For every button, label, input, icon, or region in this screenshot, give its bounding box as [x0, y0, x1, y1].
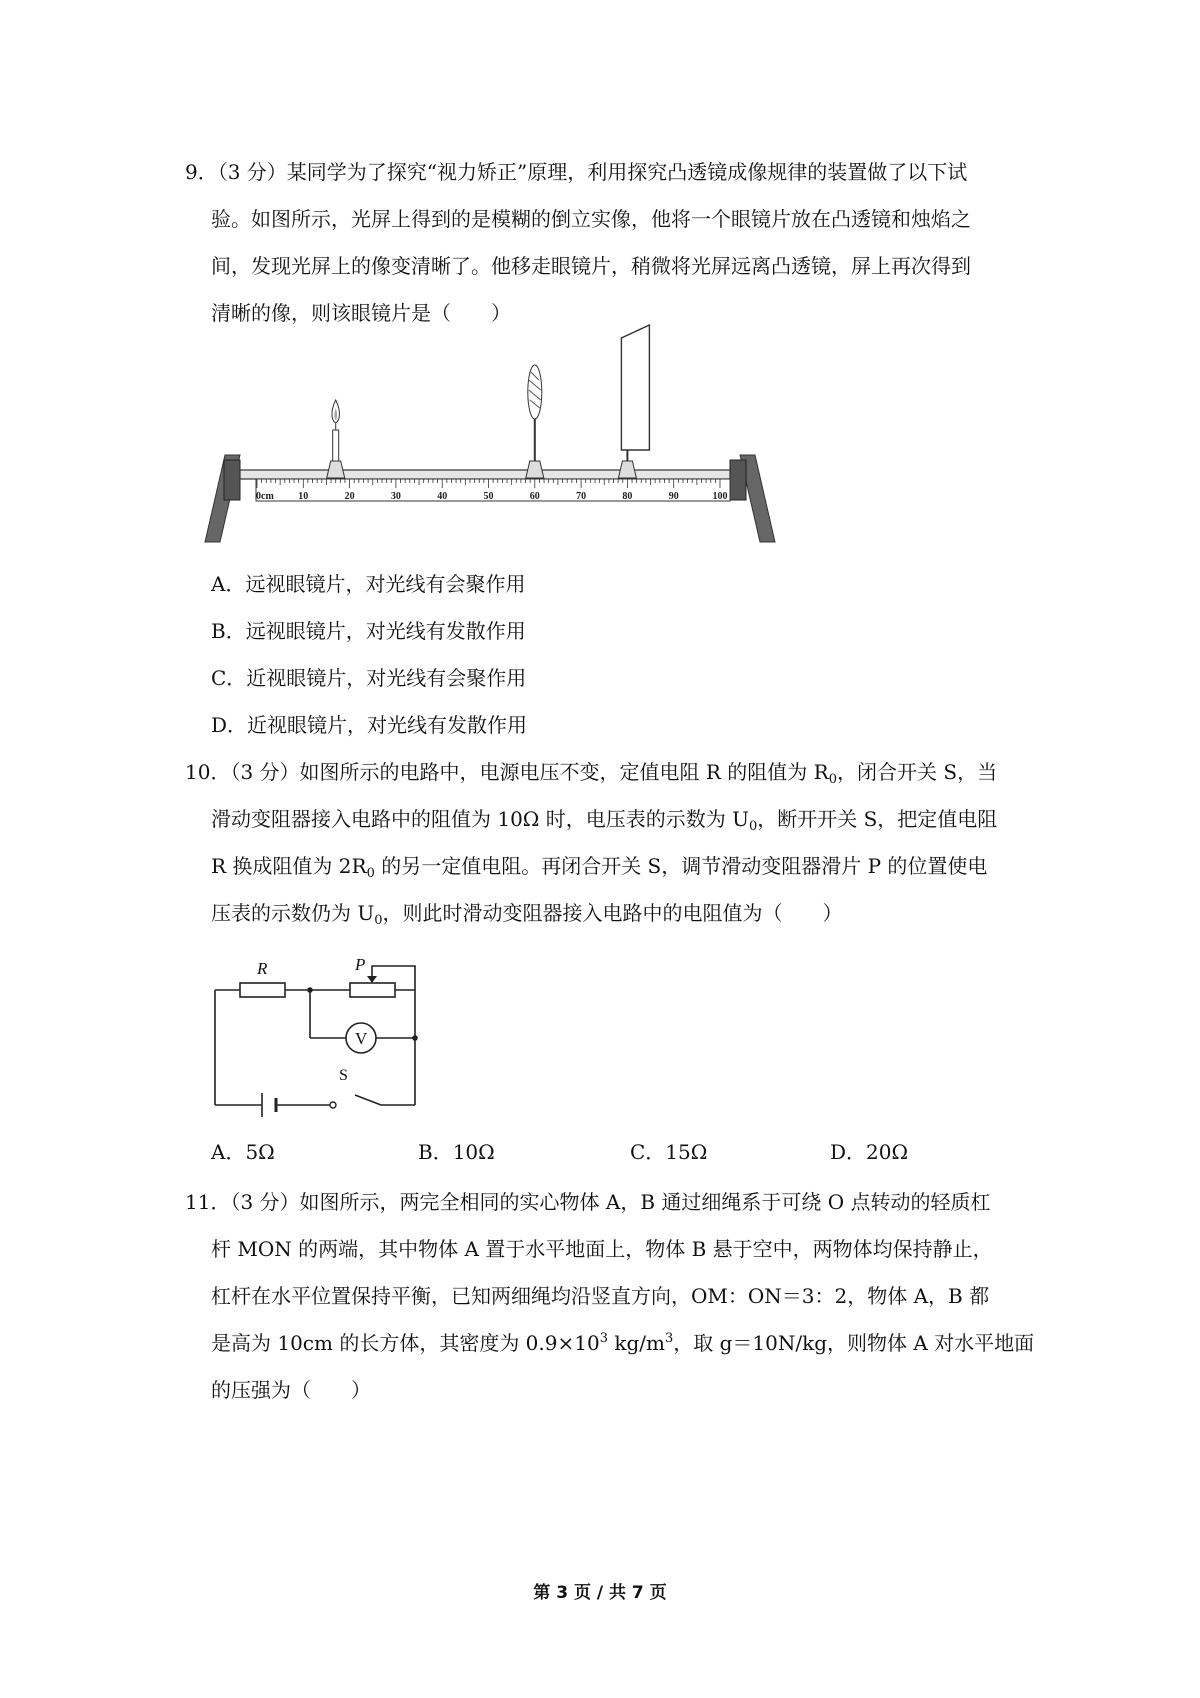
candle: [327, 400, 345, 478]
light-screen: [618, 325, 649, 478]
circuit-diagram: [205, 950, 425, 1120]
q10-option-d: D．20Ω: [830, 1140, 909, 1164]
q9-line-3: 间，发现光屏上的像变清晰了。他移走眼镜片，稍微将光屏远离凸透镜，屏上再次得到: [211, 254, 971, 278]
optical-bench-figure: [210, 350, 770, 550]
label-p: P: [355, 955, 366, 974]
ruler-tick-label: 90: [668, 491, 679, 502]
bench-rail: [240, 470, 730, 479]
label-r: R: [257, 959, 268, 978]
switch-s: [330, 1102, 336, 1108]
q10-line-3-text: R 换成阻值为 2R: [211, 854, 367, 878]
q11-line-5: 的压强为（ ）: [211, 1378, 371, 1402]
q10-sub: 0: [828, 772, 838, 787]
q10-option-c: C．15Ω: [630, 1140, 708, 1164]
q10-line-3-text-b: 的另一定值电阻。再闭合开关 S，调节滑动变阻器滑片 P 的位置使电: [374, 854, 988, 878]
q9-option-b: B．远视眼镜片，对光线有发散作用: [211, 619, 526, 643]
ruler-tick-label: 50: [483, 491, 494, 502]
label-v: V: [355, 1029, 368, 1048]
convex-lens: [526, 365, 544, 478]
q9-option-d: D．近视眼镜片，对光线有发散作用: [211, 713, 528, 737]
q10-line-4-text-b: ，则此时滑动变阻器接入电路中的电阻值为（ ）: [382, 901, 843, 925]
label-s: S: [339, 1067, 348, 1084]
ruler-tick-label: 60: [529, 491, 540, 502]
q10-option-b: B．10Ω: [418, 1140, 495, 1164]
q11-line-4-text: 是高为 10cm 的长方体，其密度为 0.9×10: [211, 1331, 600, 1355]
q10-sub: 0: [366, 866, 375, 881]
q11-line-4-text-c: ，取 g＝10N/kg，则物体 A 对水平地面: [673, 1331, 1035, 1355]
q10-option-a: A．5Ω: [211, 1140, 275, 1164]
q10-line-3: [211, 854, 988, 881]
q10-line-1: [185, 760, 998, 787]
q11-line-4: [211, 1331, 1034, 1355]
q9-line-4: 清晰的像，则该眼镜片是（ ）: [211, 301, 511, 325]
ruler-tick-label: 100: [712, 491, 728, 502]
bench-left-end: [224, 460, 240, 500]
q11-line-4-text-b: kg/m: [607, 1331, 665, 1355]
q10-sub: 0: [374, 913, 383, 928]
q11-line-3: 杠杆在水平位置保持平衡，已知两细绳均沿竖直方向，OM：ON＝3：2，物体 A，B 都: [211, 1284, 990, 1308]
ruler-tick-label: 10: [298, 491, 309, 502]
q10-line-4: [211, 901, 843, 928]
resistor-r: [240, 983, 285, 997]
ruler-tick-label: 80: [622, 491, 633, 502]
q10-line-4-text: 压表的示数仍为 U: [211, 901, 375, 925]
q9-line-1: 9．（3 分）某同学为了探究“视力矫正”原理，利用探究凸透镜成像规律的装置做了以下试: [185, 160, 968, 184]
q10-sub: 0: [748, 819, 758, 834]
q10-line-2-text-b: ，断开开关 S，把定值电阻: [757, 807, 998, 831]
ruler-tick-label: 20: [344, 491, 355, 502]
bench-right-end: [730, 460, 746, 500]
ruler-tick-label: 0cm: [256, 491, 274, 502]
q10-line-2-text: 滑动变阻器接入电路中的阻值为 10Ω 时，电压表的示数为 U: [211, 807, 749, 831]
q10-line-1-text-b: ，闭合开关 S，当: [837, 760, 998, 784]
ruler-tick-label: 30: [390, 491, 401, 502]
q10-line-1-text: 10．（3 分）如图所示的电路中，电源电压不变，定值电阻 R 的阻值为 R: [185, 760, 829, 784]
ruler-tick-label: 40: [437, 491, 448, 502]
q11-sup: 3: [664, 1331, 674, 1346]
q11-line-2: 杆 MON 的两端，其中物体 A 置于水平地面上，物体 B 悬于空中，两物体均保持静止，: [211, 1237, 993, 1261]
q11-line-1: 11．（3 分）如图所示，两完全相同的实心物体 A，B 通过细绳系于可绕 O 点转动的轻质杠: [185, 1190, 991, 1214]
rheostat: [350, 983, 395, 997]
q10-line-2: [211, 807, 998, 834]
page-footer: 第 3 页 / 共 7 页: [533, 1583, 667, 1603]
q9-option-c: C．近视眼镜片，对光线有会聚作用: [211, 666, 527, 690]
ruler-tick-label: 70: [576, 491, 587, 502]
q11-sup: 3: [599, 1331, 608, 1346]
q9-line-2: 验。如图所示，光屏上得到的是模糊的倒立实像，他将一个眼镜片放在凸透镜和烛焰之: [211, 207, 971, 231]
q9-option-a: A．远视眼镜片，对光线有会聚作用: [211, 572, 526, 596]
